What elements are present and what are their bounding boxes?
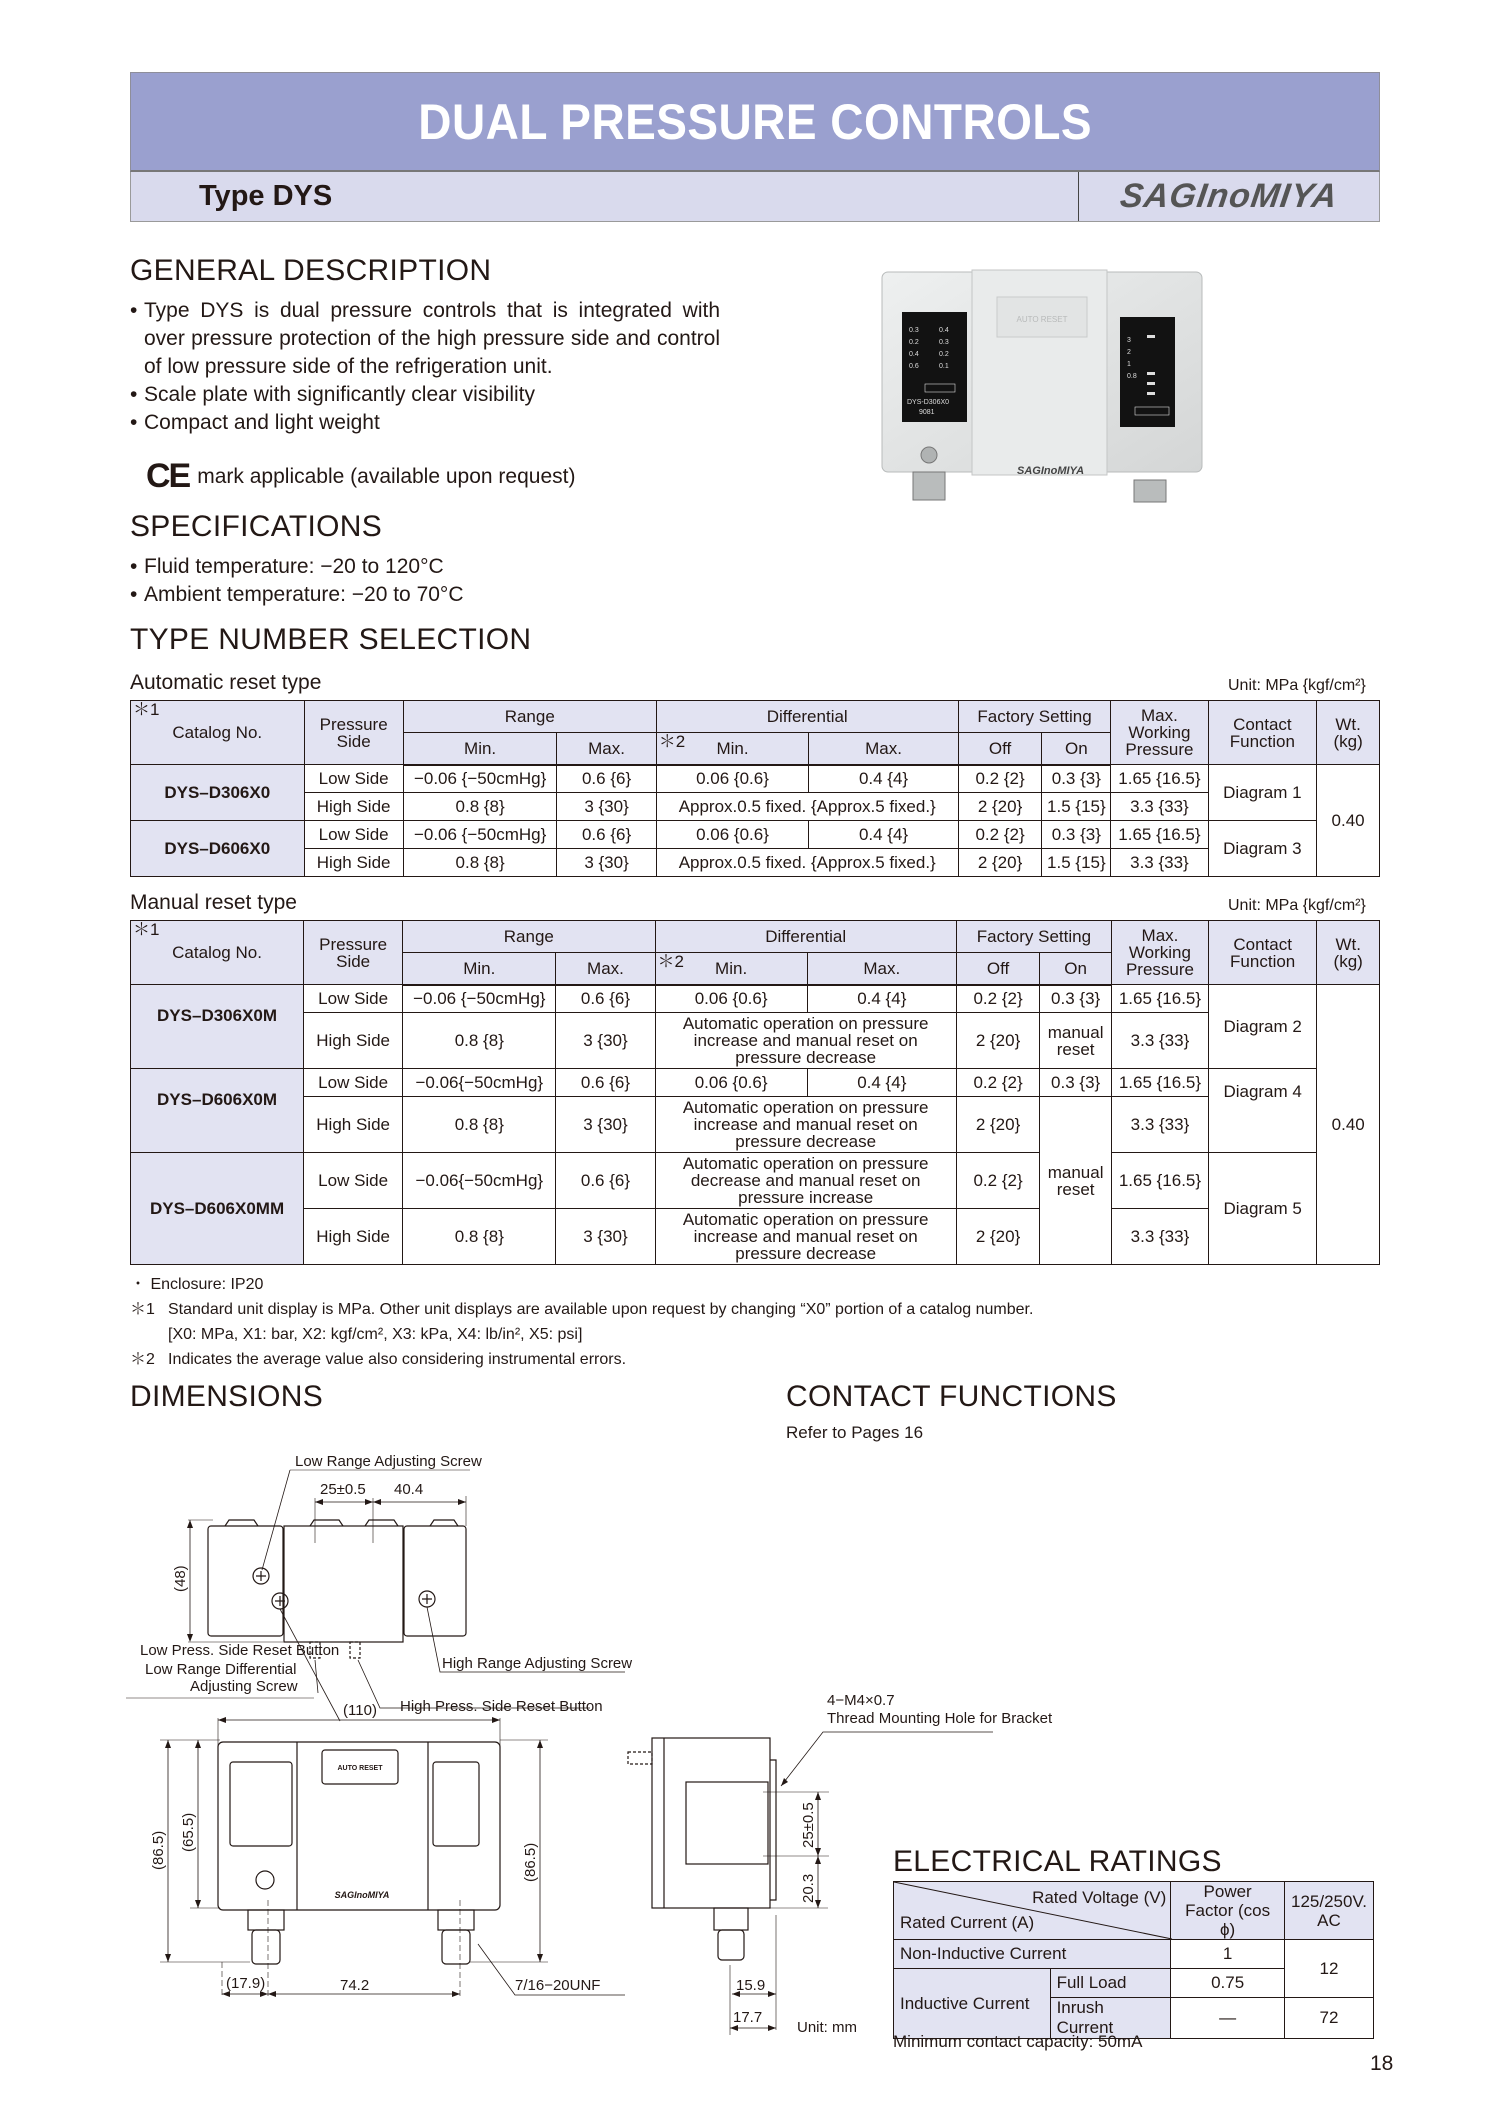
current-inrush: 72	[1284, 1998, 1373, 2039]
catalog-number: DYS–D606X0	[131, 821, 305, 877]
svg-text:Adjusting Screw: Adjusting Screw	[190, 1678, 298, 1695]
svg-text:0.1: 0.1	[939, 363, 949, 370]
factory-off: 2 {20}	[956, 1209, 1039, 1265]
factory-on: 1.5 {15}	[1042, 849, 1111, 877]
diff-description: Automatic operation on pressure decrease and manual reset on pressure increase	[655, 1153, 956, 1209]
svg-text:9081: 9081	[919, 409, 935, 416]
catalog-header: ＊1 Catalog No.	[131, 921, 304, 985]
min-contact-capacity: Minimum contact capacity: 50mA	[893, 2032, 1143, 2051]
page-title: DUAL PRESSURE CONTROLS	[418, 93, 1092, 150]
diff-max: 0.4 {4}	[809, 821, 958, 849]
spec-bullet: • Ambient temperature: −20 to 70°C	[130, 581, 464, 609]
enclosure-note: ・ Enclosure: IP20	[130, 1276, 264, 1293]
low-reset-label: Low Press. Side Reset Button	[140, 1642, 340, 1659]
factory-setting-header: Factory Setting	[958, 701, 1111, 733]
svg-text:Low Range Differential: Low Range Differential	[145, 1661, 297, 1678]
max-working-pressure: 1.65 {16.5}	[1111, 1069, 1208, 1097]
range-max: 0.6 {6}	[556, 1069, 655, 1097]
range-max: 3 {30}	[557, 793, 656, 821]
voltage-header: 125/250V. AC	[1284, 1882, 1373, 1940]
catalog-number: DYS–D606X0MM	[131, 1153, 304, 1265]
table-row	[131, 985, 1380, 1013]
on-header: On	[1042, 733, 1111, 765]
table-row	[131, 1013, 1380, 1069]
title-banner	[130, 72, 1380, 172]
factory-setting-header: Factory Setting	[956, 921, 1111, 953]
product-photo	[877, 262, 1217, 502]
diff-min: 0.06 {0.6}	[656, 765, 809, 793]
contact-function-header: Contact Function	[1208, 921, 1316, 985]
range-min: −0.06 {−50cmHg}	[403, 821, 557, 849]
pressure-side: High Side	[304, 1209, 403, 1265]
svg-text:74.2: 74.2	[340, 1977, 370, 1994]
manual-reset-title: Manual reset type	[130, 891, 297, 914]
range-min: −0.06{−50cmHg}	[403, 1069, 556, 1097]
on-header: On	[1040, 953, 1112, 985]
range-max: 3 {30}	[556, 1097, 655, 1153]
diff-description: Automatic operation on pressure increase and manual reset on pressure decrease	[655, 1097, 956, 1153]
diff-fixed: Approx.0.5 fixed. {Approx.5 fixed.}	[656, 849, 958, 877]
contact-function: Diagram 2	[1208, 985, 1316, 1069]
svg-text:0.4: 0.4	[909, 351, 919, 358]
diff-max: 0.4 {4}	[809, 765, 958, 793]
table-row	[131, 1097, 1380, 1153]
range-min-header: Min.	[403, 953, 556, 985]
pf-non-inductive: 1	[1171, 1940, 1285, 1969]
table-row	[131, 849, 1380, 877]
svg-text:0.8: 0.8	[1127, 373, 1137, 380]
inrush-label: Inrush Current	[1050, 1998, 1171, 2039]
svg-text:2: 2	[1127, 349, 1131, 356]
range-min: 0.8 {8}	[403, 1013, 556, 1069]
diff-description: Automatic operation on pressure increase and manual reset on pressure decrease	[655, 1209, 956, 1265]
max-working-pressure: 3.3 {33}	[1111, 1209, 1208, 1265]
note-2: ＊2 Indicates the average value also considering instrumental errors.	[130, 1351, 627, 1368]
catalog-number: DYS–D606X0M	[131, 1069, 304, 1153]
electrical-ratings-heading: ELECTRICAL RATINGS	[893, 1845, 1222, 1878]
contact-function: Diagram 5	[1208, 1153, 1316, 1265]
max-working-pressure: 3.3 {33}	[1111, 849, 1208, 877]
pressure-side: Low Side	[304, 821, 403, 849]
diff-min: 0.06 {0.6}	[656, 821, 809, 849]
rated-header-cell: Rated Voltage (V) Rated Current (A)	[894, 1882, 1171, 1940]
svg-text:DYS-D306X0: DYS-D306X0	[907, 399, 950, 406]
spec-bullet: • Fluid temperature: −20 to 120°C	[130, 553, 464, 581]
table-row	[131, 765, 1380, 793]
type-name: DYS	[272, 180, 333, 212]
svg-text:25±0.5: 25±0.5	[320, 1481, 366, 1498]
weight: 0.40	[1317, 765, 1380, 877]
max-working-header: Max. Working Pressure	[1111, 921, 1208, 985]
table-notes	[130, 1272, 1330, 1372]
pressure-side: High Side	[304, 1013, 403, 1069]
range-max: 3 {30}	[556, 1013, 655, 1069]
max-working-pressure: 1.65 {16.5}	[1111, 985, 1208, 1013]
svg-text:20.3: 20.3	[800, 1873, 817, 1903]
factory-on: 0.3 {3}	[1042, 821, 1111, 849]
manual-reset-table	[130, 920, 1380, 1265]
full-load-label: Full Load	[1050, 1969, 1171, 1998]
differential-header: Differential	[656, 701, 958, 733]
pressure-side-header: Pressure Side	[304, 921, 403, 985]
note-1: ＊1 Standard unit display is MPa. Other unit displays are available upon request by changing “X0” portion of a catalog number.	[130, 1301, 1034, 1318]
contact-function: Diagram 4	[1208, 1069, 1316, 1153]
svg-text:0.4: 0.4	[939, 327, 949, 334]
svg-text:(86.5): (86.5)	[522, 1842, 539, 1882]
pressure-side: High Side	[304, 793, 403, 821]
svg-text:Low Range Adjusting Screw: Low Range Adjusting Screw	[295, 1453, 482, 1470]
type-prefix: Type	[199, 180, 265, 212]
factory-on: 0.3 {3}	[1040, 1069, 1112, 1097]
differential-header: Differential	[655, 921, 956, 953]
pressure-side: Low Side	[304, 1153, 403, 1209]
max-working-pressure: 3.3 {33}	[1111, 1097, 1208, 1153]
pressure-side: High Side	[304, 1097, 403, 1153]
table-row	[131, 821, 1380, 849]
weight-header: Wt. (kg)	[1317, 701, 1380, 765]
catalog-number: DYS–D306X0	[131, 765, 305, 821]
type-selection-heading: TYPE NUMBER SELECTION	[130, 623, 532, 656]
svg-text:AUTO RESET: AUTO RESET	[1016, 315, 1068, 324]
diff-min-header: ＊2 Min.	[655, 953, 807, 985]
contact-function-header: Contact Function	[1208, 701, 1317, 765]
factory-off: 0.2 {2}	[958, 821, 1042, 849]
thread-hole-label: 4−M4×0.7 Thread Mounting Hole for Bracket	[827, 1692, 1053, 1727]
inductive-label: Inductive Current	[894, 1969, 1051, 2039]
ce-mark-icon: CE	[146, 457, 190, 495]
max-working-pressure: 3.3 {33}	[1111, 1013, 1208, 1069]
non-inductive-label: Non-Inductive Current	[894, 1940, 1171, 1969]
specifications-list	[130, 553, 464, 609]
svg-text:Unit: mm: Unit: mm	[797, 2019, 857, 2036]
dimensions-heading: DIMENSIONS	[130, 1380, 324, 1413]
svg-text:SAGInoMIYA: SAGInoMIYA	[334, 1890, 390, 1900]
diff-min: 0.06 {0.6}	[655, 1069, 807, 1097]
range-max: 0.6 {6}	[557, 765, 656, 793]
table-row	[131, 1069, 1380, 1097]
range-max: 0.6 {6}	[556, 1153, 655, 1209]
range-max: 0.6 {6}	[557, 821, 656, 849]
contact-function: Diagram 1	[1208, 765, 1317, 821]
max-working-pressure: 1.65 {16.5}	[1111, 821, 1208, 849]
svg-text:17.7: 17.7	[733, 2009, 763, 2026]
weight-header: Wt. (kg)	[1317, 921, 1380, 985]
contact-functions-heading: CONTACT FUNCTIONS	[786, 1380, 1117, 1413]
side-view-drawing	[610, 1700, 890, 2040]
weight: 0.40	[1317, 985, 1380, 1265]
pressure-side-header: Pressure Side	[304, 701, 403, 765]
range-max: 0.6 {6}	[556, 985, 655, 1013]
automatic-reset-table	[130, 700, 1380, 877]
power-factor-header: Power Factor (cos ϕ)	[1171, 1882, 1285, 1940]
diff-max-header: Max.	[809, 733, 958, 765]
ce-mark-line	[146, 457, 576, 495]
pf-inrush: —	[1171, 1998, 1285, 2039]
max-working-pressure: 1.65 {16.5}	[1111, 765, 1208, 793]
max-working-header: Max. Working Pressure	[1111, 701, 1208, 765]
electrical-ratings-table	[893, 1881, 1374, 2039]
diff-max: 0.4 {4}	[807, 985, 956, 1013]
svg-text:SAGInoMIYA: SAGInoMIYA	[1017, 465, 1085, 477]
diff-max-header: Max.	[807, 953, 956, 985]
front-view-drawing	[130, 1700, 650, 2010]
diff-max: 0.4 {4}	[807, 1069, 956, 1097]
range-min: 0.8 {8}	[403, 793, 557, 821]
svg-text:1: 1	[1127, 361, 1131, 368]
ce-mark-text: mark applicable (available upon request)	[197, 465, 576, 488]
factory-on: 1.5 {15}	[1042, 793, 1111, 821]
factory-off: 0.2 {2}	[956, 1153, 1039, 1209]
pressure-side: Low Side	[304, 985, 403, 1013]
svg-text:7/16−20UNF: 7/16−20UNF	[515, 1977, 601, 1994]
svg-text:0.6: 0.6	[909, 363, 919, 370]
svg-text:0.3: 0.3	[909, 327, 919, 334]
pressure-side: Low Side	[304, 765, 403, 793]
range-min: 0.8 {8}	[403, 1097, 556, 1153]
catalog-header: ＊1 Catalog No.	[131, 701, 305, 765]
general-description-list	[130, 297, 720, 437]
diff-min-header: ＊2 Min.	[656, 733, 809, 765]
pf-full-load: 0.75	[1171, 1969, 1285, 1998]
factory-off: 0.2 {2}	[958, 765, 1042, 793]
diff-description: Automatic operation on pressure increase and manual reset on pressure decrease	[655, 1013, 956, 1069]
factory-off: 2 {20}	[956, 1013, 1039, 1069]
factory-off: 2 {20}	[956, 1097, 1039, 1153]
svg-text:AUTO RESET: AUTO RESET	[337, 1765, 383, 1772]
svg-text:40.4: 40.4	[394, 1481, 424, 1498]
diff-fixed: Approx.0.5 fixed. {Approx.5 fixed.}	[656, 793, 958, 821]
pressure-side: High Side	[304, 849, 403, 877]
svg-text:(86.5): (86.5)	[150, 1830, 167, 1870]
table-row	[131, 1153, 1380, 1209]
range-max: 3 {30}	[556, 1209, 655, 1265]
svg-text:0.3: 0.3	[939, 339, 949, 346]
description-bullet: • Compact and light weight	[130, 409, 720, 437]
contact-function: Diagram 3	[1208, 821, 1317, 877]
range-min: 0.8 {8}	[403, 849, 557, 877]
factory-off: 2 {20}	[958, 793, 1042, 821]
svg-text:15.9: 15.9	[736, 1977, 766, 1994]
svg-text:0.2: 0.2	[939, 351, 949, 358]
range-min: −0.06 {−50cmHg}	[403, 985, 556, 1013]
svg-text:25±0.5: 25±0.5	[800, 1802, 817, 1848]
automatic-reset-title: Automatic reset type	[130, 671, 322, 694]
range-header: Range	[403, 701, 656, 733]
svg-text:0.2: 0.2	[909, 339, 919, 346]
subtitle-banner	[130, 172, 1380, 222]
svg-text:High Press. Side Reset Button: High Press. Side Reset Button	[400, 1698, 603, 1715]
max-working-pressure: 1.65 {16.5}	[1111, 1153, 1208, 1209]
off-header: Off	[956, 953, 1039, 985]
general-description-heading: GENERAL DESCRIPTION	[130, 254, 492, 287]
range-min: 0.8 {8}	[403, 1209, 556, 1265]
svg-text:(65.5): (65.5)	[180, 1812, 197, 1852]
catalog-number: DYS–D306X0M	[131, 985, 304, 1069]
current-shared: 12	[1284, 1940, 1373, 1998]
range-max-header: Max.	[557, 733, 656, 765]
note-1-units: [X0: MPa, X1: bar, X2: kgf/cm², X3: kPa, X4: lb/in², X5: psi]	[168, 1326, 583, 1343]
description-bullet: • Type DYS is dual pressure controls that is integrated with over pressure protection of the high pressure side and control of low pressure side of the refrigeration unit.	[130, 297, 720, 381]
range-min-header: Min.	[403, 733, 557, 765]
factory-on: 0.3 {3}	[1042, 765, 1111, 793]
diff-min: 0.06 {0.6}	[655, 985, 807, 1013]
svg-text:(110): (110)	[343, 1702, 377, 1719]
type-label	[131, 172, 1079, 221]
contact-functions-reference: Refer to Pages 16	[786, 1423, 924, 1442]
factory-off: 0.2 {2}	[956, 985, 1039, 1013]
range-min: −0.06{−50cmHg}	[403, 1153, 556, 1209]
unit-note: Unit: MPa {kgf/cm²}	[1228, 897, 1366, 914]
factory-off: 0.2 {2}	[956, 1069, 1039, 1097]
range-min: −0.06 {−50cmHg}	[403, 765, 557, 793]
unit-note: Unit: MPa {kgf/cm²}	[1228, 677, 1366, 694]
factory-on: manual reset	[1040, 1097, 1112, 1265]
range-header: Range	[403, 921, 655, 953]
description-bullet: • Scale plate with significantly clear visibility	[130, 381, 720, 409]
factory-off: 2 {20}	[958, 849, 1042, 877]
brand-logo: SAGInoMIYA	[1117, 177, 1341, 215]
svg-text:(17.9): (17.9)	[226, 1975, 266, 1992]
pressure-side: Low Side	[304, 1069, 403, 1097]
page-number: 18	[1370, 2052, 1394, 2075]
specifications-heading: SPECIFICATIONS	[130, 510, 383, 543]
table-row	[131, 793, 1380, 821]
table-row	[131, 1209, 1380, 1265]
range-max-header: Max.	[556, 953, 655, 985]
range-max: 3 {30}	[557, 849, 656, 877]
svg-text:High Range Adjusting Screw: High Range Adjusting Screw	[442, 1655, 633, 1672]
max-working-pressure: 3.3 {33}	[1111, 793, 1208, 821]
factory-on: manual reset	[1040, 1013, 1112, 1069]
svg-text:3: 3	[1127, 337, 1131, 344]
off-header: Off	[958, 733, 1042, 765]
factory-on: 0.3 {3}	[1040, 985, 1112, 1013]
svg-text:(48): (48)	[172, 1565, 189, 1592]
